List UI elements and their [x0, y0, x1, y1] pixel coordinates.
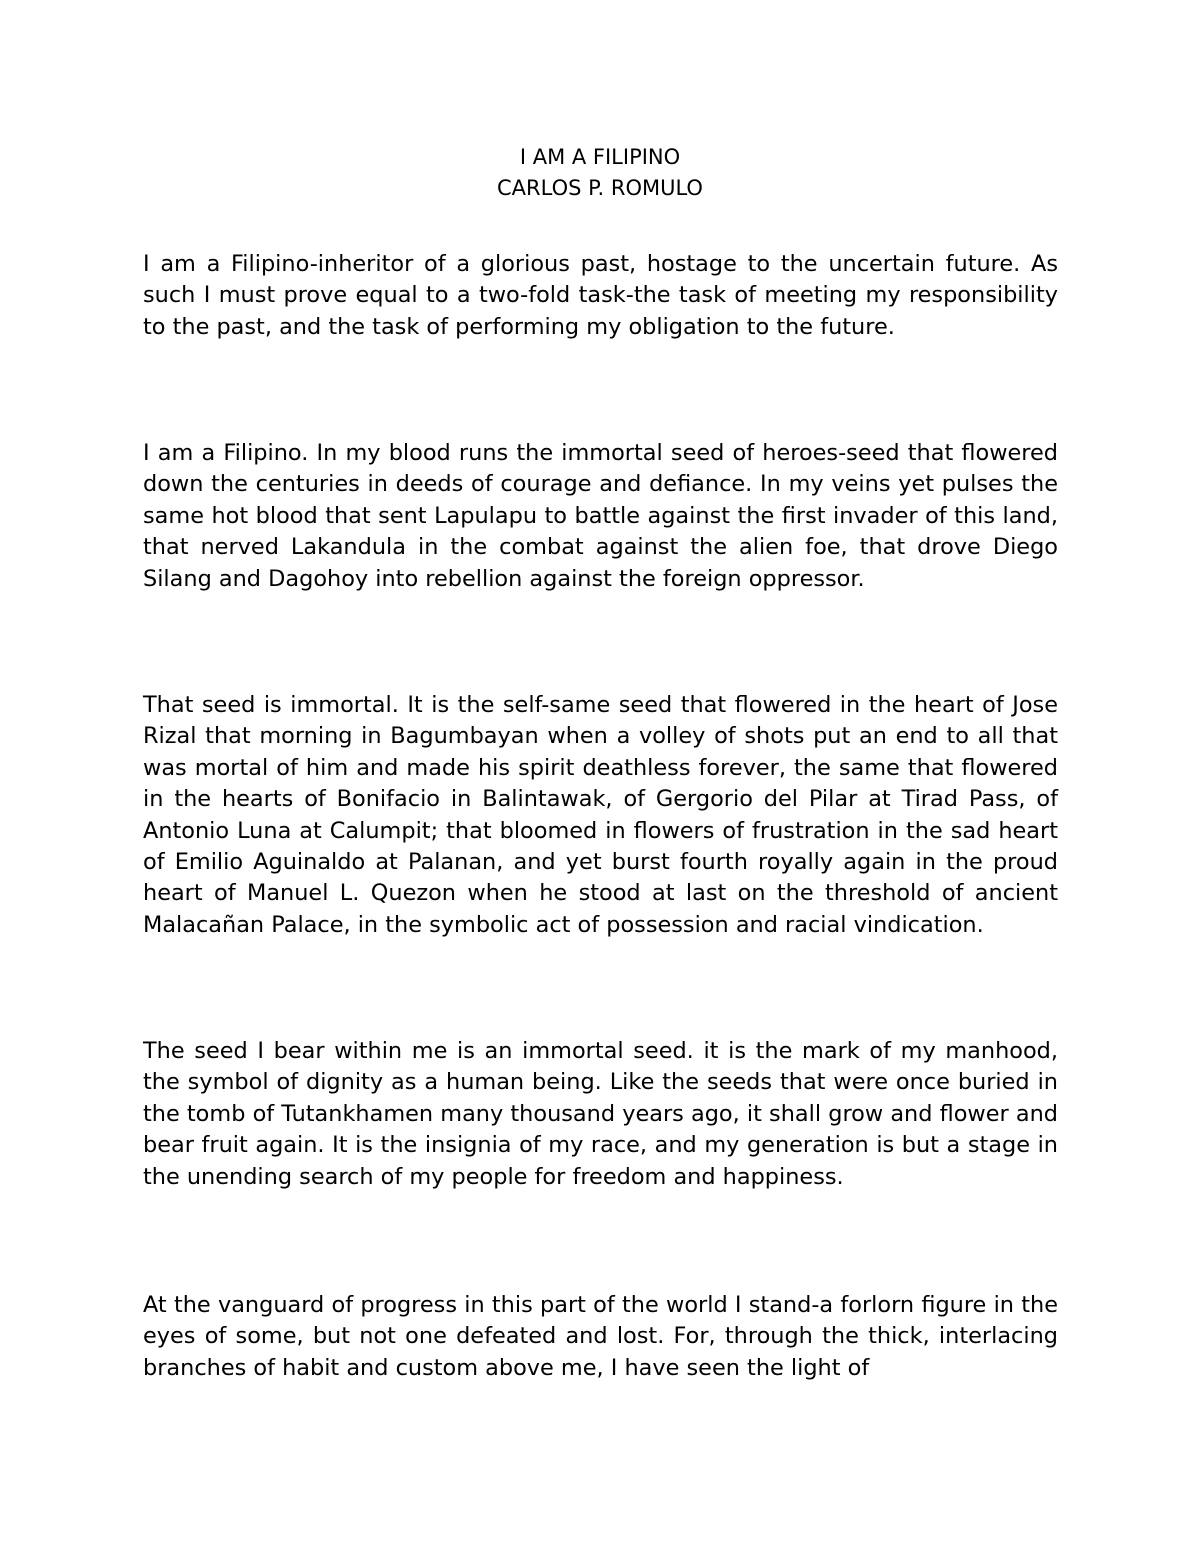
paragraph-4: The seed I bear within me is an immortal seed. it is the mark of my manhood, the symbol of dignity as a human being. Like the seeds that were once buried in the tomb of Tutankhamen many thousand years ago, it shall grow and flower and bear fruit again. It is the insignia of my race, and my generation is but a stage in the unending search of my people for freedom and happiness. [143, 1038, 1058, 1190]
document-author: CARLOS P. ROMULO [497, 176, 703, 200]
paragraph-1: I am a Filipino-inheritor of a glorious past, hostage to the uncertain future. As such I must prove equal to a two-fold task-the task of meeting my responsibility to the past, and the task of performing my obligation to the future. [143, 251, 1058, 340]
paragraph-2: I am a Filipino. In my blood runs the immortal seed of heroes-seed that flowered down the centuries in deeds of courage and defiance. In my veins yet pulses the same hot blood that sent Lapulapu to battle against the first invader of this land, that nerved Lakandula in the combat against the alien foe, that drove Diego Silang and Dagohoy into rebellion against the foreign oppressor. [143, 440, 1058, 592]
document-title: I AM A FILIPINO [519, 145, 681, 169]
title-block [143, 142, 1057, 204]
paragraph-5: At the vanguard of progress in this part of the world I stand-a forlorn figure in the eyes of some, but not one defeated and lost. For, through the thick, interlacing branches of habit and custom above me, I have seen the light of [143, 1292, 1058, 1381]
paragraph-3: That seed is immortal. It is the self-same seed that flowered in the heart of Jose Rizal that morning in Bagumbayan when a volley of shots put an end to all that was mortal of him and made his spirit deathless forever, the same that flowered in the hearts of Bonifacio in Balintawak, of Gergorio del Pilar at Tirad Pass, of Antonio Luna at Calumpit; that bloomed in flowers of frustration in the sad heart of Emilio Aguinaldo at Palanan, and yet burst fourth royally again in the proud heart of Manuel L. Quezon when he stood at last on the threshold of ancient Malacañan Palace, in the symbolic act of possession and racial vindication. [143, 692, 1058, 938]
